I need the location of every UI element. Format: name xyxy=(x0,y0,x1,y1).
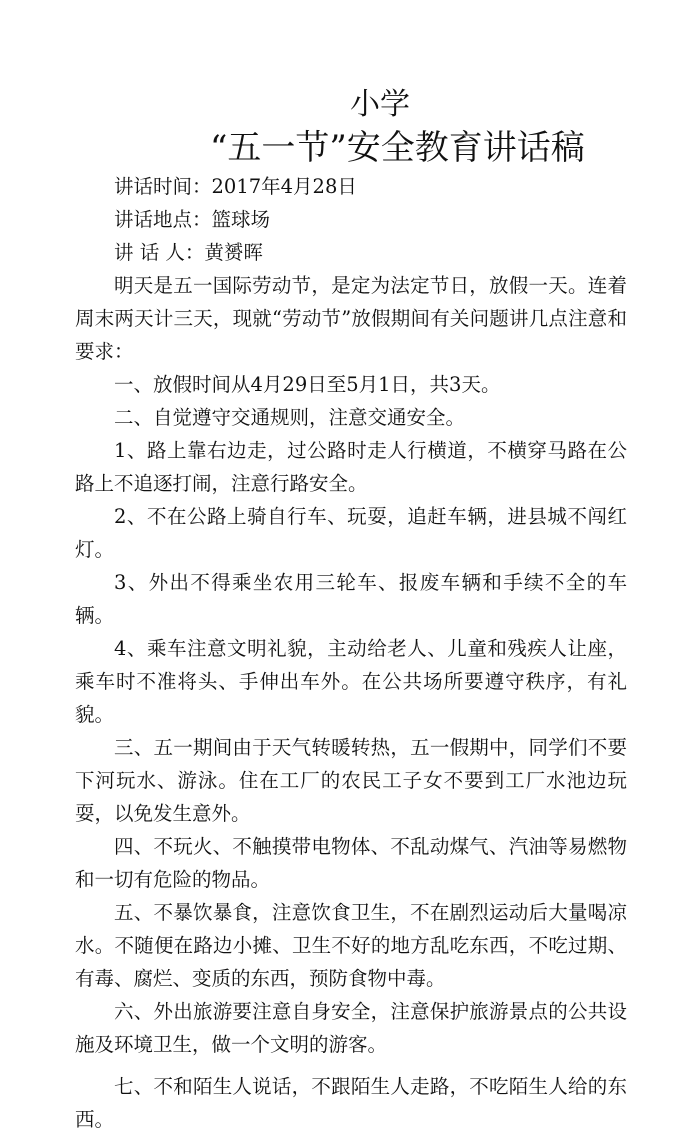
paragraph: 六、外出旅游要注意自身安全，注意保护旅游景点的公共设施及环境卫生，做一个文明的游客。 xyxy=(75,1000,627,1056)
paragraph: 2、不在公路上骑自行车、玩耍，追赶车辆，进县城不闯红灯。 xyxy=(75,505,627,561)
paragraph: 二、自觉遵守交通规则，注意交通安全。 xyxy=(114,406,466,429)
paragraph: 4、乘车注意文明礼貌，主动给老人、儿童和残疾人让座，乘车时不准将头、手伸出车外。在公共场所要遵守秩序，有礼貌。 xyxy=(75,637,627,726)
paragraph: 3、外出不得乘坐农用三轮车、报废车辆和手续不全的车辆。 xyxy=(75,571,627,627)
document-body xyxy=(75,170,627,1136)
document-title-school: 小学 xyxy=(350,87,410,122)
paragraph: 七、不和陌生人说话，不跟陌生人走路，不吃陌生人给的东西。 xyxy=(75,1075,627,1131)
paragraph: 三、五一期间由于天气转暖转热，五一假期中，同学们不要下河玩水、游泳。住在工厂的农民工子女不要到工厂水池边玩耍，以免发生意外。 xyxy=(75,736,627,825)
speech-place: 讲话地点：篮球场 xyxy=(114,208,271,231)
paragraph: 1、路上靠右边走，过公路时走人行横道，不横穿马路在公路上不追逐打闹，注意行路安全。 xyxy=(75,439,627,495)
paragraph: 五、不暴饮暴食，注意饮食卫生，不在剧烈运动后大量喝凉水。不随便在路边小摊、卫生不好的地方乱吃东西，不吃过期、有毒、腐烂、变质的东西，预防食物中毒。 xyxy=(75,901,627,990)
document-title: “五一节”安全教育讲话稿 xyxy=(210,128,585,168)
paragraph: 一、放假时间从4月29日至5月1日，共3天。 xyxy=(114,373,501,396)
paragraph: 四、不玩火、不触摸带电物体、不乱动煤气、汽油等易燃物和一切有危险的物品。 xyxy=(75,835,627,891)
paragraph-intro: 明天是五一国际劳动节，是定为法定节日，放假一天。连着周末两天计三天，现就“劳动节”放假期间有关问题讲几点注意和要求： xyxy=(75,274,627,363)
speech-time: 讲话时间：2017年4月28日 xyxy=(114,175,357,198)
speaker: 讲 话 人：黄赟晖 xyxy=(114,241,263,264)
